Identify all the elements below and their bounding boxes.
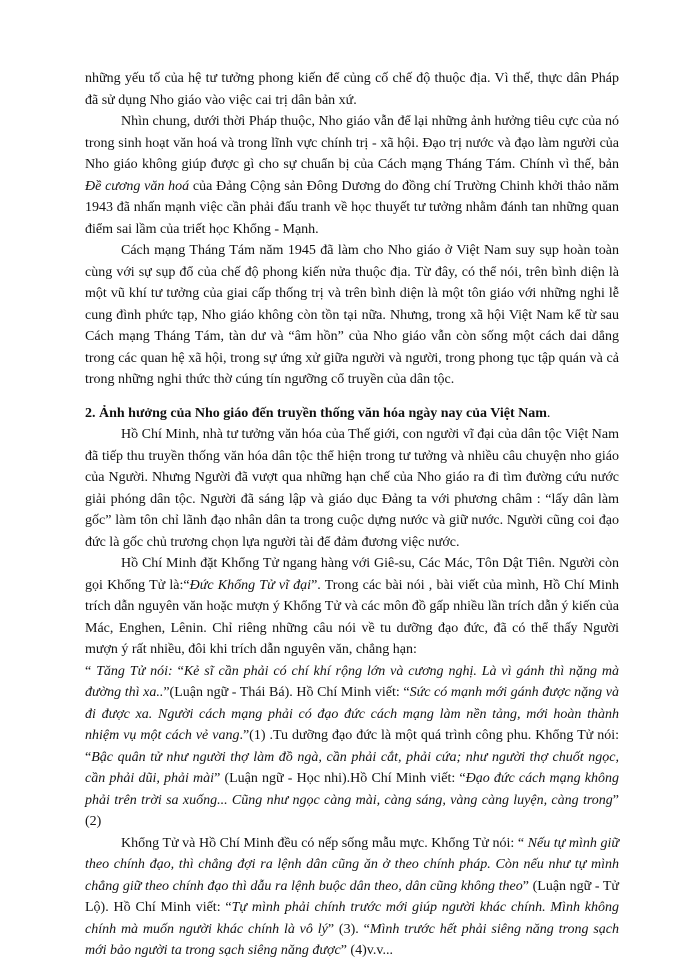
- text-run: Hồ Chí Minh đặt Khổng Tử ngang hàng với Giê-su, Các Mác, Tôn Dật Tiên. Người còn gọi Khổng Tử là:“: [85, 556, 619, 593]
- document-page: [85, 68, 619, 962]
- paragraph-quotes-tang-tu: [85, 661, 619, 833]
- paragraph-august-revolution: [85, 240, 619, 391]
- italic-quote: Nếu tự mình giữ theo chính đạo, thì chẳng đợi ra lệnh dân cũng ăn ở theo chính pháp. Còn nếu như tự mình chẳng giữ theo chính đạo thì dẫu ra lệnh buộc dân theo, dân cũng không theo: [85, 835, 619, 894]
- italic-quote: Bậc quân tử như người thợ làm đồ ngà, cần phải cắt, phải cứa; như người thợ chuốt ngọc, cần phải dũi, phải mài: [85, 749, 619, 786]
- text-run: “: [85, 663, 97, 679]
- italic-quote: Tự mình phải chính trước mới giúp người khác chính. Mình không chính mà muốn người khác chính là vô lý: [85, 900, 619, 937]
- section-heading-2: [85, 403, 619, 425]
- text-run: ”(Luận ngữ - Thái Bá). Hồ Chí Minh viết: “: [163, 685, 410, 700]
- italic-quote: Mình trước hết phải siêng năng trong sạch mới bảo người ta trong sạch siêng năng được: [85, 921, 619, 958]
- italic-quote: Đức Khổng Tử vĩ đại: [189, 577, 312, 593]
- italic-quote: Kẻ sĩ cần phải có chí khí rộng lớn và cương nghị. Là vì gánh thì nặng mà đường thì xa..: [85, 663, 620, 700]
- text-run: ”. Trong các bài nói , bài viết của mình, Hồ Chí Minh trích dẫn nguyên văn hoặc mượn ý Khổng Tử và các môn đồ gấp nhiều lần trích dẫn ý kiến của Mác, Enghen, Lênin. Chỉ riêng những câu nói về tu dưỡng đạo đức, đã có thể thấy Người mượn ý rất nhiều, đôi khi trích dẫn nguyên văn, chẳng hạn:: [85, 577, 620, 657]
- italic-title-de-cuong-van-hoa: Đề cương văn hoá: [85, 178, 190, 194]
- text-run: những yếu tố của hệ tư tưởng phong kiến để củng cố chế độ thuộc địa. Vì thế, thực dân Pháp đã sử dụng Nho giáo vào việc cai trị dân bản xứ.: [85, 71, 619, 108]
- paragraph-intro-continuation: [85, 68, 619, 111]
- italic-quote: Đạo đức cách mạng không phải trên trời sa xuống... Cũng như ngọc càng mài, càng sáng, vàng càng luyện, càng trong: [85, 771, 619, 808]
- text-run: .”(1) .Tu dưỡng đạo đức là một quá trình công phu. Khổng Tử nói: “: [85, 728, 619, 765]
- paragraph-exemplary-lifestyle: [85, 833, 619, 962]
- italic-quote: Tăng Tử nói:: [96, 663, 173, 679]
- paragraph-french-colonial-period: [85, 111, 619, 240]
- heading-text: 2. Ảnh hưởng của Nho giáo đến truyền thống văn hóa ngày nay của Việt Nam: [85, 405, 547, 421]
- text-run: của Đảng Cộng sản Đông Dương do đồng chí Trường Chinh khởi thảo năm 1943 đã nhấn mạnh việc cần phải đấu tranh về học thuyết tư tưởng nhằm đánh tan những quan điểm sai lầm của triết học Khổng - Mạnh.: [85, 178, 619, 237]
- text-run: Hồ Chí Minh, nhà tư tưởng văn hóa của Thế giới, con người vĩ đại của dân tộc Việt Nam đã tiếp thu truyền thống văn hóa dân tộc thể hiện trong tư tưởng và nhiều câu chuyện nho giáo của Người. Nhưng Người đã vượt qua những hạn chế của Nho giáo ra đi tìm đường cứu nước giải phóng dân tộc. Người đã sáng lập và giáo dục Đảng ta với phương châm : “lấy dân làm gốc” làm tôn chỉ lãnh đạo nhân dân ta trong cuộc dựng nước và giữ nước. Người cũng coi đạo đức là gốc chủ trương chọn lựa người tài để đảm đương việc nước.: [85, 427, 619, 550]
- text-run: ” (4)v.v...: [340, 943, 393, 958]
- text-run: Cách mạng Tháng Tám năm 1945 đã làm cho Nho giáo ở Việt Nam suy sụp hoàn toàn cùng với sự sụp đổ của chế độ phong kiến nửa thuộc địa. Từ đây, có thể nói, trên bình diện là một vũ khí tư tưởng của giai cấp thống trị và trên bình diện là một tôn giáo với những nghi lễ cung đình phức tạp, Nho giáo không còn tồn tại nữa. Nhưng, trong xã hội Việt Nam kể từ sau Cách mạng Tháng Tám, tàn dư và “âm hồn” của Nho giáo vẫn còn sống một cách dai dẳng trong các quan hệ xã hội, trong sự ứng xử giữa người và người, trong phong tục tập quán và cả trong những nghi thức thờ cúng tín ngưỡng cổ truyền của dân tộc.: [85, 243, 619, 387]
- text-run: ” (Luận ngữ - Tử Lộ). Hồ Chí Minh viết: “: [85, 878, 619, 915]
- text-run: ” (3). “: [327, 921, 370, 937]
- text-run: Khổng Tử và Hồ Chí Minh đều có nếp sống mẫu mực. Khổng Tử nói: “: [121, 835, 528, 851]
- italic-quote: Sức có mạnh mới gánh được nặng và đi được xa. Người cách mạng phải có đạo đức cách mạng làm nền tảng, mới hoàn thành nhiệm vụ một cách vẻ vang: [85, 685, 620, 743]
- text-run: ” (2): [85, 792, 619, 829]
- text-run: ” (Luận ngữ - Học nhi).Hồ Chí Minh viết: “: [214, 771, 466, 786]
- text-run: “: [172, 663, 184, 679]
- heading-period: .: [546, 405, 551, 421]
- text-run: Nhìn chung, dưới thời Pháp thuộc, Nho giáo vẫn để lại những ảnh hưởng tiêu cực của nó trong sinh hoạt văn hoá và trong lĩnh vực chính trị - xã hội. Đạo trị nước và đạo làm người của Nho giáo không giúp được gì cho sự chuẩn bị của Cách mạng Tháng Tám. Chính vì thế, bản: [85, 114, 619, 172]
- paragraph-ho-chi-minh-culture: [85, 424, 619, 553]
- paragraph-confucius-comparison: [85, 553, 619, 661]
